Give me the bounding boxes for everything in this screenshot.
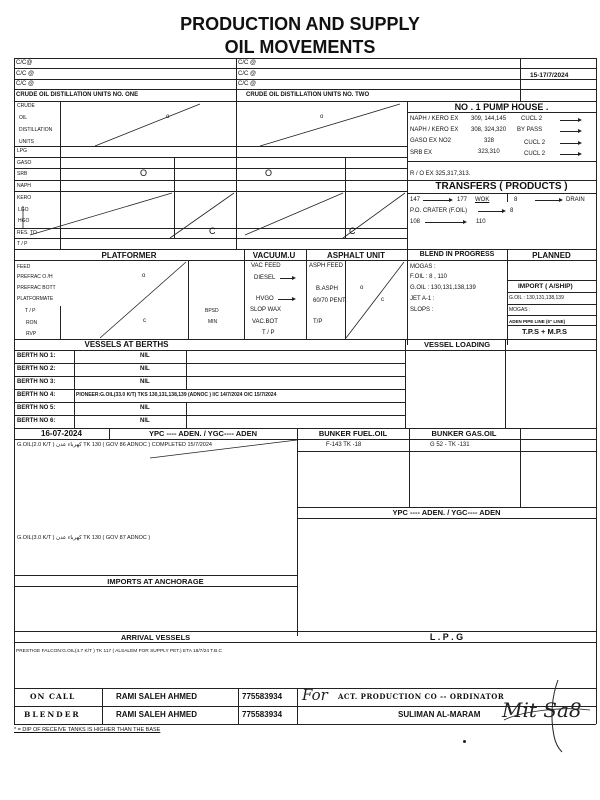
pump-row-3-c: CUCL 2 xyxy=(524,140,546,146)
blend-slops: SLOPS : xyxy=(410,307,434,313)
ypc-line-2: G.OIL(3.0 K/T ) كهرباء عدن TK 130 ( GOV 87 ADNOC ) xyxy=(17,535,151,541)
cdu1-row-oil: OIL xyxy=(19,115,28,121)
berths-title: VESSELS AT BERTHS xyxy=(84,340,169,349)
berth-1-label: BERTH NO 1: xyxy=(17,353,56,359)
cdu1-row-tp: T / P xyxy=(17,241,28,247)
platformer-row-platformate: PLATFORMATE xyxy=(17,296,54,302)
cdu1-value-C: C xyxy=(209,226,216,236)
platformer-bpsd: BPSD xyxy=(205,308,219,314)
on-call-phone: 775583934 xyxy=(242,692,283,701)
cdu1-value-o: o xyxy=(166,114,170,120)
arrival-title: ARRIVAL VESSELS xyxy=(120,633,191,642)
berth-5-value: NIL xyxy=(140,405,150,411)
cc-right-2: C/C @ xyxy=(238,71,257,77)
cdu1-row-kero: KERO xyxy=(17,195,32,201)
cdu1-row-lpg: LPG xyxy=(17,148,28,154)
berth-1-value: NIL xyxy=(140,353,150,359)
platformer-row-rvp: RVP xyxy=(26,331,37,337)
imports-title: IMPORTS AT ANCHORAGE xyxy=(107,577,204,586)
transfers-title: TRANSFERS ( PRODUCTS ) xyxy=(435,181,568,192)
pump-row-1-b: 309, 144,145 xyxy=(471,116,507,122)
signature-scribble xyxy=(500,676,596,756)
coordinator-label: ACT. PRODUCTION CO -- ORDINATOR xyxy=(338,692,505,701)
transfer-1-from: 147 xyxy=(410,197,421,203)
cdu1-row-units: UNITS xyxy=(19,139,34,145)
cdu2-title: CRUDE OIL DISTILLATION UNITS NO. TWO xyxy=(246,92,370,98)
ypc-date: 16-07-2024 xyxy=(41,429,82,438)
cdu1-row-hgo: HGO xyxy=(18,218,30,224)
transfer-2-qty: 8 xyxy=(510,208,514,214)
on-call-name: RAMI SALEH AHMED xyxy=(116,692,198,701)
pump-row-1-a: NAPH / KERO EX xyxy=(410,116,459,122)
transfer-1-to: 177 xyxy=(457,197,468,203)
asphalt-row-tp: T/P xyxy=(313,319,323,325)
platformer-title: PLATFORMER xyxy=(101,251,157,260)
asphalt-value-c: c xyxy=(381,297,384,303)
cdu1-value-O: O xyxy=(140,168,148,178)
planned-tps: T.P.S + M.P.S xyxy=(522,327,567,336)
stray-dot xyxy=(463,740,466,743)
platformer-value-o: o xyxy=(142,273,146,279)
cc-left-1: C/C@ xyxy=(16,60,33,66)
blend-mogas: MOGAS : xyxy=(410,264,436,270)
for-handwriting: For xyxy=(302,686,328,704)
vessel-loading-title: VESSEL LOADING xyxy=(423,340,491,349)
footer-note: * = DIP OF RECEIVE TANKS IS HIGHER THAN THE BASE xyxy=(14,727,161,733)
asphalt-row-feed: ASPH FEED xyxy=(309,263,344,269)
cdu1-row-naph: NAPH xyxy=(17,183,31,189)
cdu1-row-distillation: DISTILLATION xyxy=(19,127,53,133)
cdu1-row-gaso: GASO xyxy=(17,160,32,166)
blend-foil: F.OIL : 8 , 110 xyxy=(410,274,448,280)
asphalt-row-pent: 60/70 PENT. xyxy=(313,298,347,304)
pump-rio: R / O EX 325,317,313. xyxy=(410,171,471,177)
asphalt-row-b-asph: B.ASPH xyxy=(316,286,339,292)
transfer-1-qty: 8 xyxy=(514,197,518,203)
pump-row-2-c: BY PASS xyxy=(517,127,543,133)
vacuum-row-vac-feed: VAC FEED xyxy=(251,263,281,269)
ypc-title: YPC ---- ADEN. / YGC---- ADEN xyxy=(148,429,258,438)
on-call-label: ON CALL xyxy=(30,692,76,701)
arrival-line: PRESTIGE FALCON:G.OIL(4.7 K/T ) TK 117 ( ALSALEM FOR SUPPLY PET.) ETA 18/7/24 T.B.C xyxy=(16,649,222,654)
bunker-gas-title: BUNKER GAS.OIL xyxy=(431,429,497,438)
planned-import: IMPORT ( A/SHIP) xyxy=(518,283,573,290)
platformer-min: MIN xyxy=(208,319,218,325)
planned-aden-pipe: ADEN PIPE LINE (6" LINE) xyxy=(509,319,566,324)
cc-right-1: C/C @ xyxy=(238,60,257,66)
platformer-value-c: c xyxy=(143,318,146,324)
blend-goil: G.OIL : 130,131,138,139 xyxy=(410,285,476,291)
ypc-title-2: YPC ---- ADEN. / YGC---- ADEN xyxy=(392,508,501,517)
blender-phone: 775583934 xyxy=(242,710,283,719)
berth-5-label: BERTH NO 5: xyxy=(17,405,56,411)
asphalt-value-o: o xyxy=(360,285,364,291)
blender-label: BLENDER xyxy=(24,710,81,719)
planned-mogas: MOGAS : xyxy=(509,307,531,313)
platformer-row-tp: T / P xyxy=(25,308,36,314)
vacuum-row-tp: T / P xyxy=(262,330,275,336)
pump-row-3-a: GASO EX NO2 xyxy=(410,138,452,144)
bunker-gas-value: G 52 - TK -131 xyxy=(430,442,470,448)
vacuum-row-vac-bot: VAC.BOT xyxy=(252,319,278,325)
report-date: 15-17/7/2024 xyxy=(530,72,569,79)
bunker-fuel-value: F-143 TK -18 xyxy=(326,442,362,448)
berth-4-label: BERTH NO 4: xyxy=(17,392,56,398)
vacuum-row-slop-wax: SLOP WAX xyxy=(250,307,282,313)
blend-jet: JET A-1 : xyxy=(410,296,435,302)
transfer-3-from: 108 xyxy=(410,219,421,225)
pump-row-4-c: CUCL 2 xyxy=(524,151,546,157)
asphalt-title: ASPHALT UNIT xyxy=(326,251,386,260)
cc-left-3: C/C @ xyxy=(16,81,35,87)
berth-3-label: BERTH NO 3: xyxy=(17,379,56,385)
pump-row-1-c: CUCL 2 xyxy=(521,116,543,122)
pump-row-2-b: 308, 324,320 xyxy=(471,127,507,133)
vacuum-title: VACUUM.U xyxy=(252,251,296,260)
vacuum-row-diesel: DIESEL xyxy=(254,275,276,281)
platformer-row-feed: FEED xyxy=(17,264,31,270)
berth-4-value: PIONEER:G.OIL(33.0 K/T) TKS 130,131,138,139 (ADNOC ) I/C 14/7/2024 O/C 15/7/2024 xyxy=(76,392,277,398)
cdu2-value-o: o xyxy=(320,114,324,120)
blend-title: BLEND IN PROGRESS xyxy=(419,251,495,258)
pump-row-4-b: 323,310 xyxy=(478,149,500,155)
ypc-line-1: G.OIL(2.0 K/T ) كهرباء عدن TK 130 ( GOV 86 ADNOC ) COMPLETED 15/7/2024 xyxy=(17,442,212,448)
platformer-row-prefrac-bott: PREFRAC BOTT xyxy=(17,285,56,291)
title-line-2: OIL MOVEMENTS xyxy=(224,37,376,57)
cdu1-title: CRUDE OIL DISTILLATION UNITS NO. ONE xyxy=(16,92,139,98)
berth-2-value: NIL xyxy=(140,366,150,372)
signature: Mit Sa8 xyxy=(502,698,582,722)
transfer-3-to: 110 xyxy=(476,219,486,225)
platformer-row-ron: RON xyxy=(26,320,38,326)
pump-row-3-b: 328 xyxy=(484,138,495,144)
title-line-1: PRODUCTION AND SUPPLY xyxy=(180,14,420,34)
cc-left-2: C/C @ xyxy=(16,71,35,77)
cdu1-row-lgo: LGO xyxy=(18,207,29,213)
platformer-row-prefrac-oh: PREFRAC O /H xyxy=(17,274,53,280)
pump-row-4-a: SRB EX xyxy=(410,150,433,156)
cdu1-row-res-to: RES. TO xyxy=(17,230,37,236)
berth-6-label: BERTH NO 6: xyxy=(17,418,56,424)
cdu1-row-crude: CRUDE xyxy=(17,103,35,109)
berth-2-label: BERTH NO 2: xyxy=(17,366,56,372)
berth-3-value: NIL xyxy=(140,379,150,385)
pump-house-title: NO . 1 PUMP HOUSE . xyxy=(454,102,549,112)
cc-right-3: C/C @ xyxy=(238,81,257,87)
lpg-title: L . P . G xyxy=(429,632,464,642)
pump-row-2-a: NAPH / KERO EX xyxy=(410,127,459,133)
suliman-name: SULIMAN AL-MARAM xyxy=(398,710,481,719)
blender-name: RAMI SALEH AHMED xyxy=(116,710,198,719)
transfer-1-drain: DRAIN xyxy=(566,197,585,203)
cdu2-value-C: C xyxy=(349,226,356,236)
transfer-1-wok: WOK xyxy=(475,197,490,203)
berth-6-value: NIL xyxy=(140,418,150,424)
transfer-2-crater: P.O. CRATER (F.OIL) xyxy=(410,208,468,214)
planned-title: PLANNED xyxy=(532,251,571,260)
bunker-fuel-title: BUNKER FUEL.OIL xyxy=(318,429,388,438)
cdu1-row-srb: SRB xyxy=(17,171,28,177)
vacuum-row-hvgo: HVGO xyxy=(256,296,274,302)
planned-goil: G.OIL : 130,131,138,139 xyxy=(509,295,564,301)
cdu2-value-O: O xyxy=(265,168,273,178)
